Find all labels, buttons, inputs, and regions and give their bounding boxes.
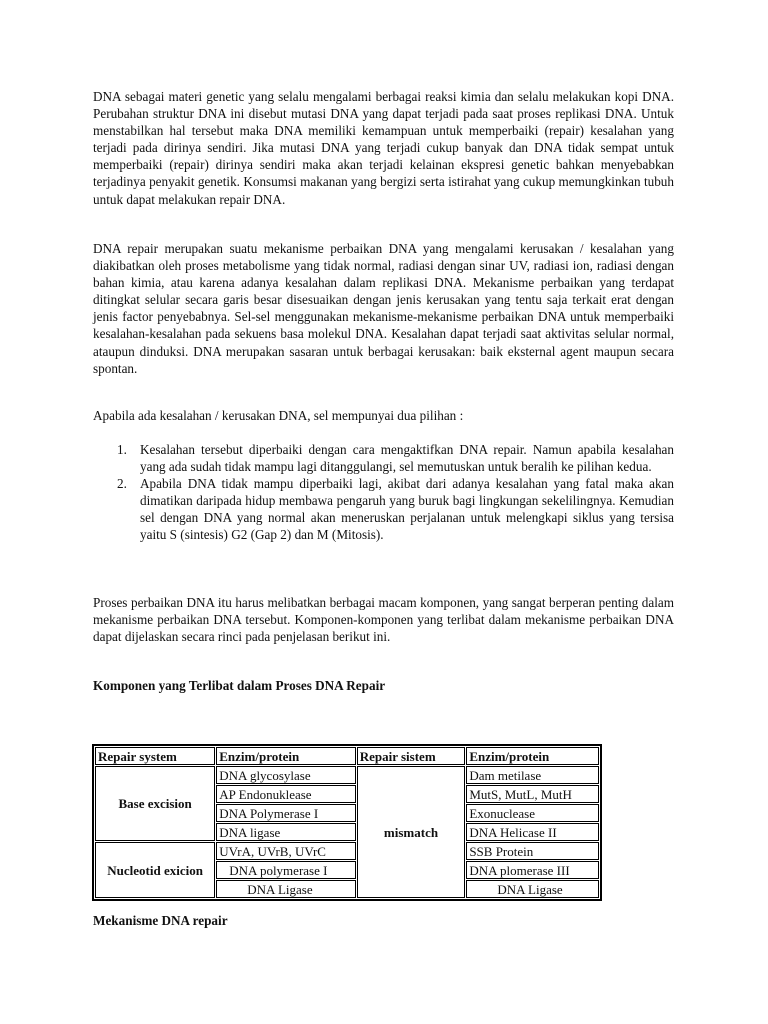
table-cell: DNA ligase [216, 823, 355, 841]
table-cell: DNA plomerase III [466, 861, 599, 879]
table-cell: DNA Polymerase I [216, 804, 355, 822]
list-item [93, 475, 674, 543]
list-number: 1. [117, 442, 127, 457]
header-cell: Repair system [95, 747, 215, 765]
table-cell: Exonuclease [466, 804, 599, 822]
heading-components: Komponen yang Terlibat dalam Proses DNA Repair [93, 678, 386, 693]
table-row [95, 766, 599, 784]
list-text: Kesalahan tersebut diperbaiki dengan cara mengaktifkan DNA repair. Namun apabila kesalahan yang ada sudah tidak mampu lagi ditanggulangi, sel memutuskan untuk beralih ke pilihan kedua. [140, 442, 674, 475]
header-cell: Enzim/protein [466, 747, 599, 765]
list-number: 2. [117, 476, 127, 492]
repair-table [92, 744, 602, 901]
group-cell-nucleotide-excision: Nucleotid exicion [95, 842, 215, 898]
group-cell-mismatch: mismatch [357, 766, 466, 898]
paragraph-intro: DNA sebagai materi genetic yang selalu mengalami berbagai reaksi kimia dan selalu melakukan kopi DNA. Perubahan struktur DNA ini disebut mutasi DNA yang dapat terjadi pada saat proses replikasi DNA. Untuk menstabilkan hal tersebut maka DNA memiliki kemampuan untuk memperbaiki (repair) kesalahan yang terjadi pada dirinya sendiri. Jika mutasi DNA yang terjadi cukup banyak dan DNA tidak sempat untuk memperbaiki (repair) dirinya sendiri maka akan terjadi kelainan ekspresi genetic bahkan menyebabkan terjadinya penyakit genetik. Konsumsi makanan yang bergizi serta istirahat yang cukup memungkinkan tubuh untuk dapat melakukan repair DNA. [93, 89, 674, 207]
table-cell: AP Endonuklease [216, 785, 355, 803]
paragraph-choices-intro: Apabila ada kesalahan / kerusakan DNA, sel mempunyai dua pilihan : [93, 408, 464, 423]
table-cell: Dam metilase [466, 766, 599, 784]
table-cell: UVrA, UVrB, UVrC [216, 842, 355, 860]
table-cell: DNA Ligase [216, 880, 355, 898]
table-cell: DNA Helicase II [466, 823, 599, 841]
table-cell: SSB Protein [466, 842, 599, 860]
table-cell: DNA polymerase I [216, 861, 355, 879]
heading-mechanism: Mekanisme DNA repair [93, 913, 228, 928]
header-cell: Repair sistem [357, 747, 466, 765]
group-cell-base-excision: Base excision [95, 766, 215, 841]
table-header-row [95, 747, 599, 765]
header-cell: Enzim/protein [216, 747, 355, 765]
paragraph-components: Proses perbaikan DNA itu harus melibatkan berbagai macam komponen, yang sangat berperan penting dalam mekanisme perbaikan DNA tersebut. Komponen-komponen yang terlibat dalam mekanisme perbaikan DNA dapat dijelaskan secara rinci pada penjelasan berikut ini. [93, 595, 674, 645]
table-cell: MutS, MutL, MutH [466, 785, 599, 803]
list-item [93, 441, 674, 475]
list-text: Apabila DNA tidak mampu diperbaiki lagi, akibat dari adanya kesalahan yang fatal maka akan dimatikan daripada hidup membawa pengaruh yang buruk bagi lingkungan sekelilingnya. Kemudian sel dengan DNA yang normal akan meneruskan perjalanan untuk melengkapi siklus yang tersisa yaitu S (sintesis) G2 (Gap 2) dan M (Mitosis). [140, 476, 674, 543]
paragraph-dna-repair: DNA repair merupakan suatu mekanisme perbaikan DNA yang mengalami kerusakan / kesalahan yang diakibatkan oleh proses metabolisme yang tidak normal, radiasi dengan sinar UV, radiasi ion, radiasi dengan bahan kimia, atau karena adanya kesalahan dalam replikasi DNA. Mekanisme perbaikan yang terdapat ditingkat selular secara garis besar disesuaikan dengan jenis kerusakan yang tentu saja terkait erat dengan jenis factor penyebabnya. Sel-sel menggunakan mekanisme-mekanisme perbaikan DNA untuk memperbaiki kesalahan-kesalahan pada sekuens basa molekul DNA. Kesalahan dapat terjadi saat aktivitas selular normal, ataupun dinduksi. DNA merupakan sasaran untuk berbagai kerusakan: baik eksternal agent maupun secara spontan. [93, 241, 674, 376]
choices-list [93, 441, 674, 544]
table-cell: DNA glycosylase [216, 766, 355, 784]
table-row [95, 842, 599, 860]
table-cell: DNA Ligase [466, 880, 599, 898]
